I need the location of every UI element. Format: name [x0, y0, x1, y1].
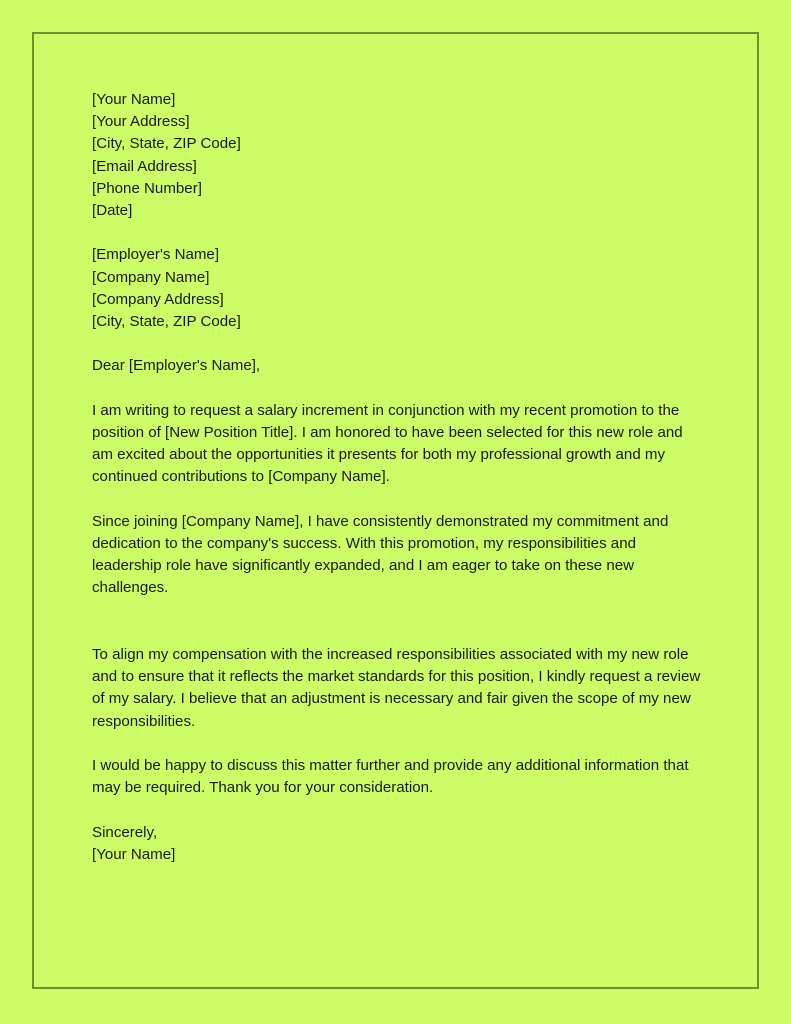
- spacer-after-recipient: [92, 333, 704, 355]
- recipient-line-company-address: [Company Address]: [92, 290, 224, 308]
- sender-line-email: [Email Address]: [92, 157, 197, 175]
- spacer-after-salutation: [92, 378, 704, 400]
- body-paragraph-1: I am writing to request a salary increment in conjunction with my recent promotion to the position of [New Position Title]. I am honored to have been selected for this new role and am excited about the opportunities it presents for both my professional growth and my continued contributions to [Company Name].: [92, 401, 683, 486]
- spacer-after-paragraph-4: [92, 799, 704, 821]
- closing-line: Sincerely,: [92, 823, 158, 841]
- spacer-after-paragraph-1: [92, 489, 704, 511]
- body-paragraph-2: Since joining [Company Name], I have consistently demonstrated my commitment and dedication to the company's success. With this promotion, my responsibilities and leadership role have significantly expanded, and I am eager to take on these new challenges.: [92, 512, 669, 597]
- body-paragraph-4: I would be happy to discuss this matter further and provide any additional information that may be required. Thank you for your consideration.: [92, 757, 689, 797]
- recipient-line-employer-name: [Employer's Name]: [92, 246, 220, 264]
- spacer-after-sender: [92, 222, 704, 244]
- letter-body: [92, 89, 704, 866]
- body-paragraph-3: To align my compensation with the increased responsibilities associated with my new role and to ensure that it reflects the market standards for this position, I kindly request a review of my salary. I believe that an adjustment is necessary and fair given the scope of my new responsibilities.: [92, 646, 701, 730]
- recipient-line-city-state-zip: [City, State, ZIP Code]: [92, 313, 241, 331]
- recipient-address-block: [92, 244, 704, 333]
- spacer-after-paragraph-3: [92, 733, 704, 755]
- sender-line-city-state-zip: [City, State, ZIP Code]: [92, 135, 241, 153]
- salutation: Dear [Employer's Name],: [92, 357, 261, 375]
- sender-line-phone: [Phone Number]: [92, 179, 202, 197]
- sender-line-date: [Date]: [92, 202, 133, 220]
- spacer-after-paragraph-2: [92, 600, 704, 644]
- recipient-line-company-name: [Company Name]: [92, 268, 210, 286]
- sender-line-name: [Your Name]: [92, 91, 176, 108]
- signature-block: [92, 822, 704, 866]
- sender-address-block: [92, 89, 704, 222]
- signature-name: [Your Name]: [92, 845, 176, 863]
- sender-line-address: [Your Address]: [92, 113, 190, 131]
